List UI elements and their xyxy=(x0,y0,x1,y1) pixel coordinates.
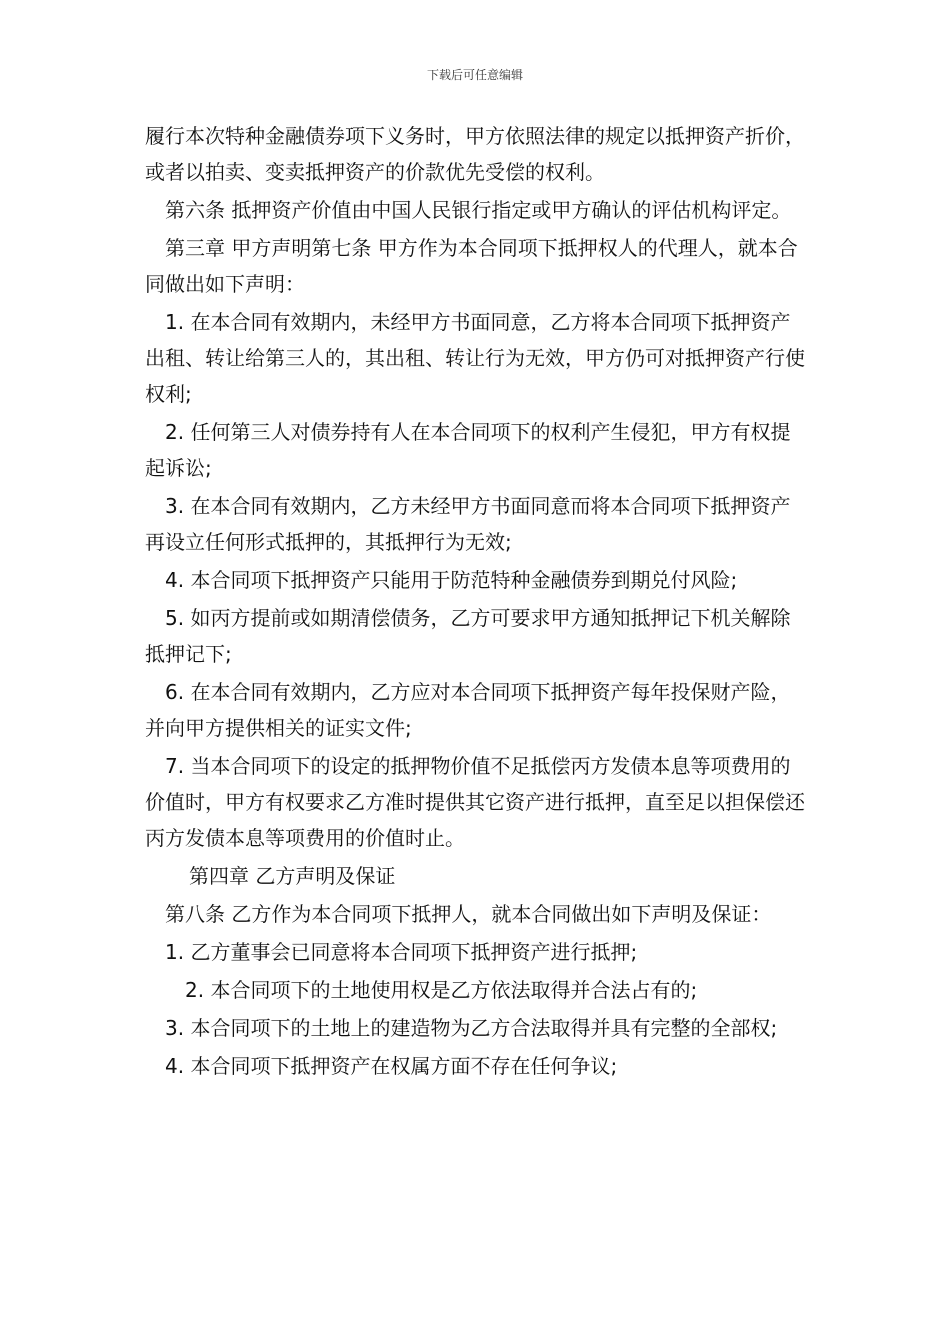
paragraph: 第三章 甲方声明第七条 甲方作为本合同项下抵押权人的代理人，就本合同做出如下声明： xyxy=(145,236,798,296)
paragraph: 第八条 乙方作为本合同项下抵押人，就本合同做出如下声明及保证： xyxy=(165,902,772,926)
list-item: 6. 在本合同有效期内，乙方应对本合同项下抵押资产每年投保财产险，并向甲方提供相关的证实文件; xyxy=(145,680,791,740)
chapter-heading: 第四章 乙方声明及保证 xyxy=(189,864,396,888)
paragraph: 履行本次特种金融债券项下义务时，甲方依照法律的规定以抵押资产折价，或者以拍卖、变卖抵押资产的价款优先受偿的权利。 xyxy=(145,124,805,184)
document-body xyxy=(145,118,807,1086)
list-item: 1. 在本合同有效期内，未经甲方书面同意，乙方将本合同项下抵押资产出租、转让给第三人的，其出租、转让行为无效，甲方仍可对抵押资产行使权利; xyxy=(145,310,805,406)
list-item: 4. 本合同项下抵押资产只能用于防范特种金融债券到期兑付风险; xyxy=(165,568,738,592)
list-item: 2. 本合同项下的土地使用权是乙方依法取得并合法占有的; xyxy=(185,978,698,1002)
list-item: 3. 本合同项下的土地上的建造物为乙方合法取得并具有完整的全部权; xyxy=(165,1016,778,1040)
paragraph: 第六条 抵押资产价值由中国人民银行指定或甲方确认的评估机构评定。 xyxy=(165,198,792,222)
list-item: 2. 任何第三人对债券持有人在本合同项下的权利产生侵犯，甲方有权提起诉讼; xyxy=(145,420,791,480)
page-header: 下载后可任意编辑 xyxy=(426,68,523,82)
list-item: 7. 当本合同项下的设定的抵押物价值不足抵偿丙方发债本息等项费用的价值时，甲方有权要求乙方准时提供其它资产进行抵押，直至足以担保偿还丙方发债本息等项费用的价值时止。 xyxy=(145,754,805,850)
list-item: 4. 本合同项下抵押资产在权属方面不存在任何争议; xyxy=(165,1054,618,1078)
list-item: 5. 如丙方提前或如期清偿债务，乙方可要求甲方通知抵押记下机关解除抵押记下; xyxy=(145,606,791,666)
list-item: 3. 在本合同有效期内，乙方未经甲方书面同意而将本合同项下抵押资产再设立任何形式抵押的，其抵押行为无效; xyxy=(145,494,791,554)
list-item: 1. 乙方董事会已同意将本合同项下抵押资产进行抵押; xyxy=(165,940,638,964)
